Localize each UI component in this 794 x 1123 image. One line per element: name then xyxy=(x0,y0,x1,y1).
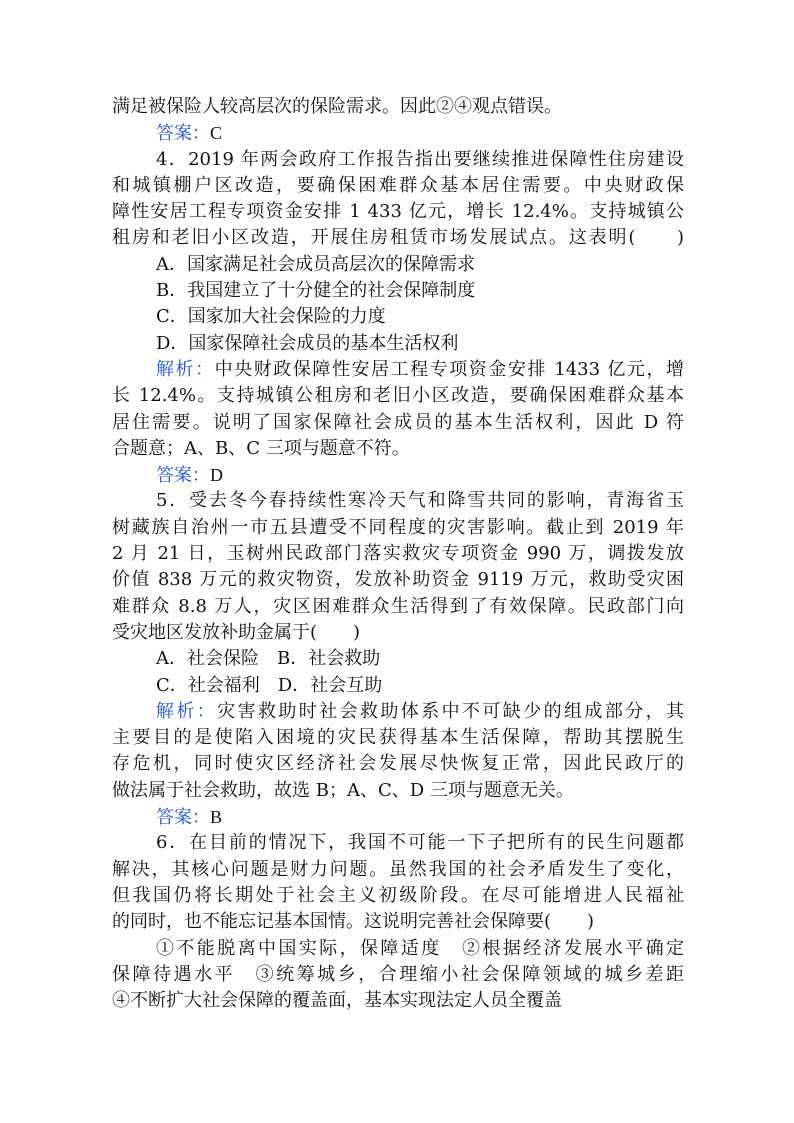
answer-label: 答案： xyxy=(156,807,210,829)
question-6-stem-line: 解决，其核心问题是财力问题。虽然我国的社会矛盾发生了变化， xyxy=(112,858,684,880)
analysis-label: 解析： xyxy=(156,358,215,380)
question-4-analysis-line xyxy=(112,357,684,383)
question-4-stem-line: 租房和老旧小区改造，开展住房租赁市场发展试点。这表明( ) xyxy=(112,227,684,249)
question-4-option-c: C．国家加大社会保险的力度 xyxy=(156,306,386,328)
analysis-label: 解析： xyxy=(156,700,218,722)
question-5-options-row xyxy=(112,673,684,699)
question-5-option-a: A．社会保险 xyxy=(156,648,259,670)
question-4-stem-line: 和城镇棚户区改造，要确保困难群众基本居住需要。中央财政保 xyxy=(112,174,684,196)
question-5-stem-line: 价值 838 万元的救灾物资，发放补助资金 9119 万元，救助受灾困 xyxy=(112,569,684,591)
question-6-stem-line: 但我国仍将长期处于社会主义初级阶段。在尽可能增进人民福祉 xyxy=(112,884,684,906)
document-body xyxy=(112,94,684,1014)
question-4-option-a: A．国家满足社会成员高层次的保障需求 xyxy=(156,253,475,275)
question-5-analysis-line: 做法属于社会救助，故选 B；A、C、D 三项与题意无关。 xyxy=(112,779,574,801)
text-line: 满足被保险人较高层次的保险需求。因此②④观点错误。 xyxy=(112,96,562,117)
question-5-options-row xyxy=(112,646,684,672)
question-4-analysis-line: 居住需要。说明了国家保障社会成员的基本生活权利，因此 D 符 xyxy=(112,411,684,433)
question-6-choice-line: 保障待遇水平 ③统筹城乡，合理缩小社会保障领域的城乡差距 xyxy=(112,963,684,985)
question-5-analysis-line: 主要目的是使陷入困境的灾民获得基本生活保障，帮助其摆脱生 xyxy=(112,727,684,749)
answer-label: 答案： xyxy=(156,465,210,487)
question-5-stem-line: 树藏族自治州一市五县遭受不同程度的灾害影响。截止到 2019 年 xyxy=(112,516,684,538)
question-5-stem-line: 5．受去冬今春持续性寒冷天气和降雪共同的影响，青海省玉 xyxy=(156,490,684,512)
answer-line xyxy=(112,804,684,830)
answer-value: C xyxy=(210,123,223,144)
question-4-analysis-line: 合题意；A、B、C 三项与题意不符。 xyxy=(112,437,410,459)
question-4-stem-line: 障性安居工程专项资金安排 1 433 亿元，增长 12.4%。支持城镇公 xyxy=(112,201,684,223)
question-5-option-c: C．社会福利 xyxy=(156,674,260,696)
question-4-option-b: B．我国建立了十分健全的社会保障制度 xyxy=(156,280,476,302)
question-5-analysis-line: 存危机，同时使灾区经济社会发展尽快恢复正常，因此民政厅的 xyxy=(112,753,684,775)
question-5-option-d: D．社会互助 xyxy=(277,674,383,696)
question-4-stem-line: 4．2019 年两会政府工作报告指出要继续推进保障性住房建设 xyxy=(156,148,684,170)
answer-value: B xyxy=(210,807,223,828)
question-5-analysis-line xyxy=(112,699,684,725)
answer-value: D xyxy=(210,465,223,486)
question-6-stem-line: 的同时，也不能忘记基本国情。这说明完善社会保障要( ) xyxy=(112,911,595,933)
question-5-option-b: B．社会救助 xyxy=(277,648,381,670)
question-4-analysis-line: 长 12.4%。支持城镇公租房和老旧小区改造，要确保困难群众基本 xyxy=(112,385,684,407)
analysis-text: 灾害救助时社会救助体系中不可缺少的组成部分，其 xyxy=(217,700,685,722)
question-6-stem-line: 6．在目前的情况下，我国不可能一下子把所有的民生问题都 xyxy=(156,832,684,854)
question-6-choice-line: ④不断扩大社会保障的覆盖面，基本实现法定人员全覆盖 xyxy=(112,990,562,1012)
answer-label: 答案： xyxy=(156,123,210,145)
question-5-stem-line: 受灾地区发放补助金属于( ) xyxy=(112,621,361,643)
answer-line xyxy=(112,462,684,488)
question-4-option-d: D．国家保障社会成员的基本生活权利 xyxy=(156,332,459,354)
analysis-text: 中央财政保障性安居工程专项资金安排 1433 亿元，增 xyxy=(214,358,685,380)
question-5-stem-line: 难群众 8.8 万人，灾区困难群众生活得到了有效保障。民政部门向 xyxy=(112,595,684,617)
answer-line xyxy=(112,120,684,146)
question-6-choice-line: ①不能脱离中国实际，保障适度 ②根据经济发展水平确定 xyxy=(156,937,684,959)
question-5-stem-line: 2 月 21 日，玉树州民政部门落实救灾专项资金 990 万，调拨发放 xyxy=(112,543,684,565)
